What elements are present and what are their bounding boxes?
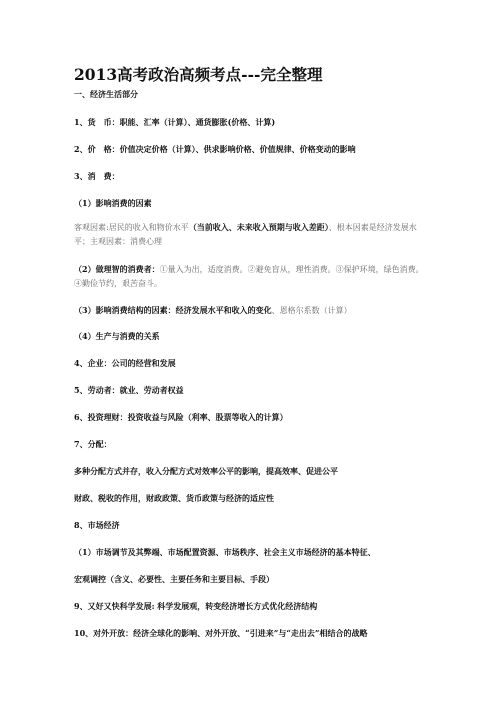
item-distribution: 7、分配： bbox=[74, 439, 112, 449]
distribution-line-2: 财政、税收的作用，财政政策、货币政策与经济的适应性 bbox=[74, 493, 274, 503]
item-price: 2、价 格：价值决定价格（计算）、供求影响价格、价值规律、价格变动的影响 bbox=[74, 144, 356, 154]
paragraph-consumption-factors bbox=[74, 220, 429, 249]
text-rational-consumer-heading: （2）做理智的消费者： bbox=[74, 264, 160, 274]
item-currency: 1、货 币：职能、汇率（计算）、通货膨胀(价格、计算) bbox=[74, 117, 276, 127]
paragraph-consumption-structure bbox=[74, 303, 429, 318]
text-structure-factors: （3）影响消费结构的因素：经济发展水平和收入的变化 bbox=[74, 305, 272, 315]
section-heading-economy: 一、经济生活部分 bbox=[74, 89, 138, 99]
item-opening-up: 10、对外开放：经济全球化的影响、对外开放、“引进来”与“走出去”相结合的战略 bbox=[74, 628, 368, 638]
market-economy-line-1: （1）市场调节及其弊端、市场配置资源、市场秩序、社会主义市场经济的基本特征、 bbox=[74, 547, 376, 557]
sub-item-consumption-factors: （1）影响消费的因素 bbox=[74, 198, 152, 208]
paragraph-rational-consumer bbox=[74, 262, 429, 291]
market-economy-line-2: 宏观调控（含义、必要性、主要任务和主要目标、手段） bbox=[74, 574, 274, 584]
text-fundamental-factor: 、根本因素是经济发展水平；主观因素：消费心理 bbox=[74, 223, 417, 246]
text-engel-coefficient: 、恩格尔系数（计算） bbox=[271, 306, 352, 315]
item-market-economy: 8、市场经济 bbox=[74, 520, 120, 530]
item-labor: 5、劳动者：就业、劳动者权益 bbox=[74, 385, 184, 395]
item-investment: 6、投资理财：投资收益与风险（利率、股票等收入的计算） bbox=[74, 412, 288, 422]
document-title: 2013高考政治高频考点---完全整理 bbox=[74, 65, 323, 84]
item-scientific-development: 9、又好又快科学发展: 科学发展观，转变经济增长方式优化经济结构 bbox=[74, 601, 318, 611]
distribution-line-1: 多种分配方式并存，收入分配方式对效率公平的影响，提高效率、促进公平 bbox=[74, 466, 338, 476]
text-income-note: （当前收入、未来收入预期与收入差距） bbox=[188, 222, 329, 232]
text-rational-consumer-points: ①量入为出，适度消费。②避免盲从，理性消费。③保护环境，绿色消费。④勤俭节约，艰苦奋斗。 bbox=[74, 265, 424, 288]
item-consumption: 3、消 费： bbox=[74, 171, 120, 181]
sub-item-production-consumption: （4）生产与消费的关系 bbox=[74, 331, 160, 341]
item-enterprise: 4、企业：公司的经营和发展 bbox=[74, 358, 176, 368]
text-objective-factors: 客观因素:居民的收入和物价水平 bbox=[74, 223, 189, 232]
